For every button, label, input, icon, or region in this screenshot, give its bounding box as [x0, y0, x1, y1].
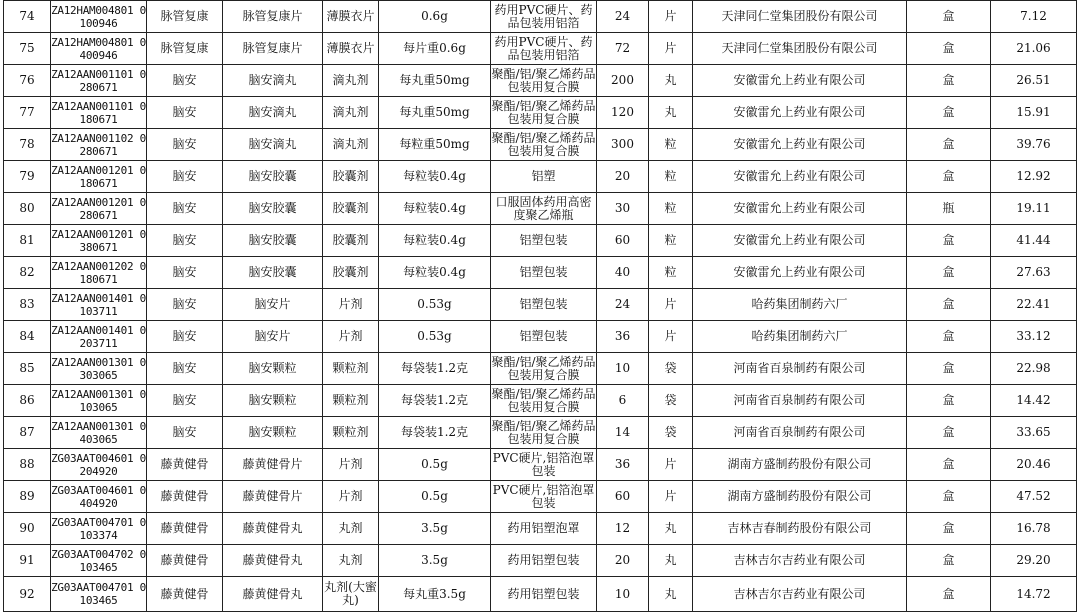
manufacturer-cell: 安徽雷允上药业有限公司 [693, 193, 907, 225]
dosage-form-cell: 薄膜衣片 [323, 1, 379, 33]
dosage-form-cell: 胶囊剂 [323, 161, 379, 193]
product-name-cell: 脑安滴丸 [223, 129, 323, 161]
package-unit-cell: 盒 [907, 513, 991, 545]
specification-cell: 每粒重50mg [379, 129, 491, 161]
price-cell: 26.51 [991, 65, 1077, 97]
row-index-cell: 86 [4, 385, 51, 417]
quantity-cell: 72 [597, 33, 649, 65]
packaging-material-cell: 聚酯/铝/聚乙烯药品包装用复合膜 [491, 129, 597, 161]
manufacturer-cell: 天津同仁堂集团股份有限公司 [693, 33, 907, 65]
table-row [4, 289, 1077, 321]
generic-name-cell: 脑安 [147, 193, 223, 225]
package-unit-cell: 盒 [907, 577, 991, 612]
price-cell: 47.52 [991, 481, 1077, 513]
quantity-cell: 40 [597, 257, 649, 289]
manufacturer-cell: 吉林吉尔吉药业有限公司 [693, 577, 907, 612]
price-cell: 19.11 [991, 193, 1077, 225]
packaging-material-cell: 药用铝塑包装 [491, 545, 597, 577]
dosage-form-cell: 丸剂 [323, 513, 379, 545]
specification-cell: 每丸重3.5g [379, 577, 491, 612]
price-cell: 29.20 [991, 545, 1077, 577]
table-row [4, 257, 1077, 289]
specification-cell: 0.5g [379, 449, 491, 481]
table-row [4, 545, 1077, 577]
specification-cell: 0.6g [379, 1, 491, 33]
table-row [4, 577, 1077, 612]
table-row [4, 225, 1077, 257]
drug-code-cell: ZA12AAN001201 0280671 [51, 193, 147, 225]
packaging-material-cell: 铝塑包装 [491, 257, 597, 289]
package-unit-cell: 盒 [907, 33, 991, 65]
price-cell: 22.98 [991, 353, 1077, 385]
row-index-cell: 85 [4, 353, 51, 385]
table-row [4, 353, 1077, 385]
drug-code-cell: ZA12HAM004801 0400946 [51, 33, 147, 65]
packaging-material-cell: 聚酯/铝/聚乙烯药品包装用复合膜 [491, 385, 597, 417]
generic-name-cell: 脑安 [147, 257, 223, 289]
packaging-material-cell: 铝塑包装 [491, 225, 597, 257]
row-index-cell: 87 [4, 417, 51, 449]
manufacturer-cell: 安徽雷允上药业有限公司 [693, 97, 907, 129]
min-unit-cell: 粒 [649, 161, 693, 193]
table-row [4, 449, 1077, 481]
drug-code-cell: ZA12HAM004801 0100946 [51, 1, 147, 33]
min-unit-cell: 袋 [649, 385, 693, 417]
generic-name-cell: 脑安 [147, 289, 223, 321]
quantity-cell: 24 [597, 289, 649, 321]
generic-name-cell: 藤黄健骨 [147, 449, 223, 481]
dosage-form-cell: 滴丸剂 [323, 65, 379, 97]
generic-name-cell: 脑安 [147, 321, 223, 353]
drug-code-cell: ZG03AAT004701 0103374 [51, 513, 147, 545]
package-unit-cell: 盒 [907, 129, 991, 161]
quantity-cell: 36 [597, 321, 649, 353]
row-index-cell: 90 [4, 513, 51, 545]
specification-cell: 每丸重50mg [379, 97, 491, 129]
generic-name-cell: 脑安 [147, 97, 223, 129]
package-unit-cell: 盒 [907, 65, 991, 97]
table-row [4, 481, 1077, 513]
product-name-cell: 脑安胶囊 [223, 225, 323, 257]
drug-code-cell: ZA12AAN001401 0203711 [51, 321, 147, 353]
package-unit-cell: 盒 [907, 353, 991, 385]
product-name-cell: 藤黄健骨丸 [223, 545, 323, 577]
packaging-material-cell: PVC硬片,铝箔泡罩包装 [491, 481, 597, 513]
package-unit-cell: 盒 [907, 321, 991, 353]
min-unit-cell: 片 [649, 1, 693, 33]
generic-name-cell: 藤黄健骨 [147, 577, 223, 612]
table-row [4, 65, 1077, 97]
specification-cell: 3.5g [379, 513, 491, 545]
packaging-material-cell: 铝塑包装 [491, 289, 597, 321]
dosage-form-cell: 颗粒剂 [323, 353, 379, 385]
table-row [4, 1, 1077, 33]
price-cell: 7.12 [991, 1, 1077, 33]
min-unit-cell: 粒 [649, 193, 693, 225]
drug-code-cell: ZA12AAN001101 0180671 [51, 97, 147, 129]
drug-code-cell: ZA12AAN001202 0180671 [51, 257, 147, 289]
package-unit-cell: 盒 [907, 417, 991, 449]
min-unit-cell: 丸 [649, 97, 693, 129]
dosage-form-cell: 片剂 [323, 449, 379, 481]
row-index-cell: 89 [4, 481, 51, 513]
package-unit-cell: 盒 [907, 385, 991, 417]
package-unit-cell: 盒 [907, 257, 991, 289]
manufacturer-cell: 湖南方盛制药股份有限公司 [693, 481, 907, 513]
product-name-cell: 脑安颗粒 [223, 385, 323, 417]
generic-name-cell: 脑安 [147, 385, 223, 417]
product-name-cell: 脑安滴丸 [223, 97, 323, 129]
quantity-cell: 10 [597, 353, 649, 385]
quantity-cell: 14 [597, 417, 649, 449]
product-name-cell: 藤黄健骨片 [223, 481, 323, 513]
specification-cell: 每粒装0.4g [379, 225, 491, 257]
dosage-form-cell: 片剂 [323, 481, 379, 513]
generic-name-cell: 脑安 [147, 161, 223, 193]
manufacturer-cell: 河南省百泉制药有限公司 [693, 353, 907, 385]
product-name-cell: 脉管复康片 [223, 1, 323, 33]
dosage-form-cell: 丸剂(大蜜丸) [323, 577, 379, 612]
dosage-form-cell: 颗粒剂 [323, 417, 379, 449]
packaging-material-cell: PVC硬片,铝箔泡罩包装 [491, 449, 597, 481]
row-index-cell: 77 [4, 97, 51, 129]
min-unit-cell: 丸 [649, 513, 693, 545]
packaging-material-cell: 铝塑包装 [491, 321, 597, 353]
min-unit-cell: 丸 [649, 577, 693, 612]
packaging-material-cell: 药用铝塑包装 [491, 577, 597, 612]
manufacturer-cell: 河南省百泉制药有限公司 [693, 417, 907, 449]
table-row [4, 129, 1077, 161]
table-row [4, 385, 1077, 417]
price-cell: 27.63 [991, 257, 1077, 289]
quantity-cell: 120 [597, 97, 649, 129]
dosage-form-cell: 胶囊剂 [323, 193, 379, 225]
min-unit-cell: 粒 [649, 257, 693, 289]
packaging-material-cell: 聚酯/铝/聚乙烯药品包装用复合膜 [491, 353, 597, 385]
row-index-cell: 75 [4, 33, 51, 65]
specification-cell: 每粒装0.4g [379, 193, 491, 225]
product-name-cell: 脑安片 [223, 321, 323, 353]
row-index-cell: 88 [4, 449, 51, 481]
price-cell: 16.78 [991, 513, 1077, 545]
manufacturer-cell: 哈药集团制药六厂 [693, 321, 907, 353]
generic-name-cell: 脉管复康 [147, 1, 223, 33]
min-unit-cell: 片 [649, 449, 693, 481]
quantity-cell: 6 [597, 385, 649, 417]
quantity-cell: 20 [597, 161, 649, 193]
price-cell: 12.92 [991, 161, 1077, 193]
manufacturer-cell: 吉林吉春制药股份有限公司 [693, 513, 907, 545]
packaging-material-cell: 聚酯/铝/聚乙烯药品包装用复合膜 [491, 417, 597, 449]
package-unit-cell: 盒 [907, 289, 991, 321]
min-unit-cell: 粒 [649, 129, 693, 161]
product-name-cell: 脑安胶囊 [223, 161, 323, 193]
price-cell: 21.06 [991, 33, 1077, 65]
generic-name-cell: 藤黄健骨 [147, 545, 223, 577]
min-unit-cell: 片 [649, 481, 693, 513]
quantity-cell: 200 [597, 65, 649, 97]
quantity-cell: 10 [597, 577, 649, 612]
min-unit-cell: 片 [649, 289, 693, 321]
package-unit-cell: 盒 [907, 225, 991, 257]
row-index-cell: 91 [4, 545, 51, 577]
price-cell: 14.42 [991, 385, 1077, 417]
min-unit-cell: 片 [649, 321, 693, 353]
price-cell: 33.12 [991, 321, 1077, 353]
table-row [4, 33, 1077, 65]
specification-cell: 3.5g [379, 545, 491, 577]
quantity-cell: 36 [597, 449, 649, 481]
price-cell: 39.76 [991, 129, 1077, 161]
drug-code-cell: ZA12AAN001301 0103065 [51, 385, 147, 417]
row-index-cell: 80 [4, 193, 51, 225]
price-cell: 41.44 [991, 225, 1077, 257]
specification-cell: 每袋装1.2克 [379, 353, 491, 385]
generic-name-cell: 脑安 [147, 417, 223, 449]
product-name-cell: 脑安颗粒 [223, 417, 323, 449]
manufacturer-cell: 安徽雷允上药业有限公司 [693, 257, 907, 289]
price-cell: 14.72 [991, 577, 1077, 612]
row-index-cell: 76 [4, 65, 51, 97]
specification-cell: 0.53g [379, 321, 491, 353]
quantity-cell: 300 [597, 129, 649, 161]
dosage-form-cell: 片剂 [323, 321, 379, 353]
packaging-material-cell: 聚酯/铝/聚乙烯药品包装用复合膜 [491, 97, 597, 129]
row-index-cell: 79 [4, 161, 51, 193]
dosage-form-cell: 滴丸剂 [323, 129, 379, 161]
row-index-cell: 82 [4, 257, 51, 289]
manufacturer-cell: 安徽雷允上药业有限公司 [693, 65, 907, 97]
packaging-material-cell: 铝塑 [491, 161, 597, 193]
manufacturer-cell: 哈药集团制药六厂 [693, 289, 907, 321]
product-name-cell: 脉管复康片 [223, 33, 323, 65]
manufacturer-cell: 安徽雷允上药业有限公司 [693, 129, 907, 161]
table-body [4, 1, 1077, 612]
manufacturer-cell: 吉林吉尔吉药业有限公司 [693, 545, 907, 577]
table-row [4, 321, 1077, 353]
generic-name-cell: 藤黄健骨 [147, 481, 223, 513]
dosage-form-cell: 薄膜衣片 [323, 33, 379, 65]
packaging-material-cell: 药用PVC硬片、药品包装用铝箔 [491, 1, 597, 33]
price-cell: 20.46 [991, 449, 1077, 481]
min-unit-cell: 丸 [649, 65, 693, 97]
drug-code-cell: ZG03AAT004701 0103465 [51, 577, 147, 612]
min-unit-cell: 片 [649, 33, 693, 65]
drug-code-cell: ZG03AAT004601 0404920 [51, 481, 147, 513]
row-index-cell: 83 [4, 289, 51, 321]
drug-code-cell: ZA12AAN001401 0103711 [51, 289, 147, 321]
package-unit-cell: 盒 [907, 481, 991, 513]
product-name-cell: 脑安片 [223, 289, 323, 321]
min-unit-cell: 袋 [649, 353, 693, 385]
drug-code-cell: ZG03AAT004702 0103465 [51, 545, 147, 577]
row-index-cell: 81 [4, 225, 51, 257]
specification-cell: 每丸重50mg [379, 65, 491, 97]
dosage-form-cell: 丸剂 [323, 545, 379, 577]
generic-name-cell: 脑安 [147, 353, 223, 385]
product-name-cell: 藤黄健骨丸 [223, 577, 323, 612]
specification-cell: 0.53g [379, 289, 491, 321]
drug-code-cell: ZA12AAN001201 0380671 [51, 225, 147, 257]
manufacturer-cell: 天津同仁堂集团股份有限公司 [693, 1, 907, 33]
quantity-cell: 24 [597, 1, 649, 33]
generic-name-cell: 脑安 [147, 225, 223, 257]
generic-name-cell: 脑安 [147, 129, 223, 161]
row-index-cell: 84 [4, 321, 51, 353]
quantity-cell: 60 [597, 225, 649, 257]
table-row [4, 417, 1077, 449]
packaging-material-cell: 聚酯/铝/聚乙烯药品包装用复合膜 [491, 65, 597, 97]
product-name-cell: 脑安滴丸 [223, 65, 323, 97]
quantity-cell: 30 [597, 193, 649, 225]
product-name-cell: 藤黄健骨片 [223, 449, 323, 481]
specification-cell: 每片重0.6g [379, 33, 491, 65]
drug-code-cell: ZA12AAN001101 0280671 [51, 65, 147, 97]
specification-cell: 每袋装1.2克 [379, 385, 491, 417]
manufacturer-cell: 湖南方盛制药股份有限公司 [693, 449, 907, 481]
table-row [4, 97, 1077, 129]
quantity-cell: 20 [597, 545, 649, 577]
dosage-form-cell: 胶囊剂 [323, 225, 379, 257]
specification-cell: 每袋装1.2克 [379, 417, 491, 449]
row-index-cell: 92 [4, 577, 51, 612]
min-unit-cell: 粒 [649, 225, 693, 257]
price-cell: 15.91 [991, 97, 1077, 129]
min-unit-cell: 袋 [649, 417, 693, 449]
drug-price-table [3, 0, 1077, 612]
specification-cell: 每粒装0.4g [379, 257, 491, 289]
row-index-cell: 78 [4, 129, 51, 161]
dosage-form-cell: 滴丸剂 [323, 97, 379, 129]
specification-cell: 0.5g [379, 481, 491, 513]
price-cell: 33.65 [991, 417, 1077, 449]
packaging-material-cell: 药用PVC硬片、药品包装用铝箔 [491, 33, 597, 65]
table-row [4, 513, 1077, 545]
product-name-cell: 藤黄健骨丸 [223, 513, 323, 545]
quantity-cell: 60 [597, 481, 649, 513]
manufacturer-cell: 安徽雷允上药业有限公司 [693, 225, 907, 257]
package-unit-cell: 瓶 [907, 193, 991, 225]
package-unit-cell: 盒 [907, 97, 991, 129]
generic-name-cell: 藤黄健骨 [147, 513, 223, 545]
drug-code-cell: ZG03AAT004601 0204920 [51, 449, 147, 481]
table-row [4, 161, 1077, 193]
drug-code-cell: ZA12AAN001102 0280671 [51, 129, 147, 161]
specification-cell: 每粒装0.4g [379, 161, 491, 193]
package-unit-cell: 盒 [907, 161, 991, 193]
drug-code-cell: ZA12AAN001301 0303065 [51, 353, 147, 385]
generic-name-cell: 脉管复康 [147, 33, 223, 65]
generic-name-cell: 脑安 [147, 65, 223, 97]
product-name-cell: 脑安颗粒 [223, 353, 323, 385]
drug-code-cell: ZA12AAN001301 0403065 [51, 417, 147, 449]
price-cell: 22.41 [991, 289, 1077, 321]
drug-code-cell: ZA12AAN001201 0180671 [51, 161, 147, 193]
package-unit-cell: 盒 [907, 545, 991, 577]
product-name-cell: 脑安胶囊 [223, 193, 323, 225]
dosage-form-cell: 片剂 [323, 289, 379, 321]
package-unit-cell: 盒 [907, 449, 991, 481]
min-unit-cell: 丸 [649, 545, 693, 577]
row-index-cell: 74 [4, 1, 51, 33]
manufacturer-cell: 河南省百泉制药有限公司 [693, 385, 907, 417]
package-unit-cell: 盒 [907, 1, 991, 33]
quantity-cell: 12 [597, 513, 649, 545]
table-row [4, 193, 1077, 225]
manufacturer-cell: 安徽雷允上药业有限公司 [693, 161, 907, 193]
dosage-form-cell: 颗粒剂 [323, 385, 379, 417]
packaging-material-cell: 口服固体药用高密度聚乙烯瓶 [491, 193, 597, 225]
product-name-cell: 脑安胶囊 [223, 257, 323, 289]
dosage-form-cell: 胶囊剂 [323, 257, 379, 289]
packaging-material-cell: 药用铝塑泡罩 [491, 513, 597, 545]
